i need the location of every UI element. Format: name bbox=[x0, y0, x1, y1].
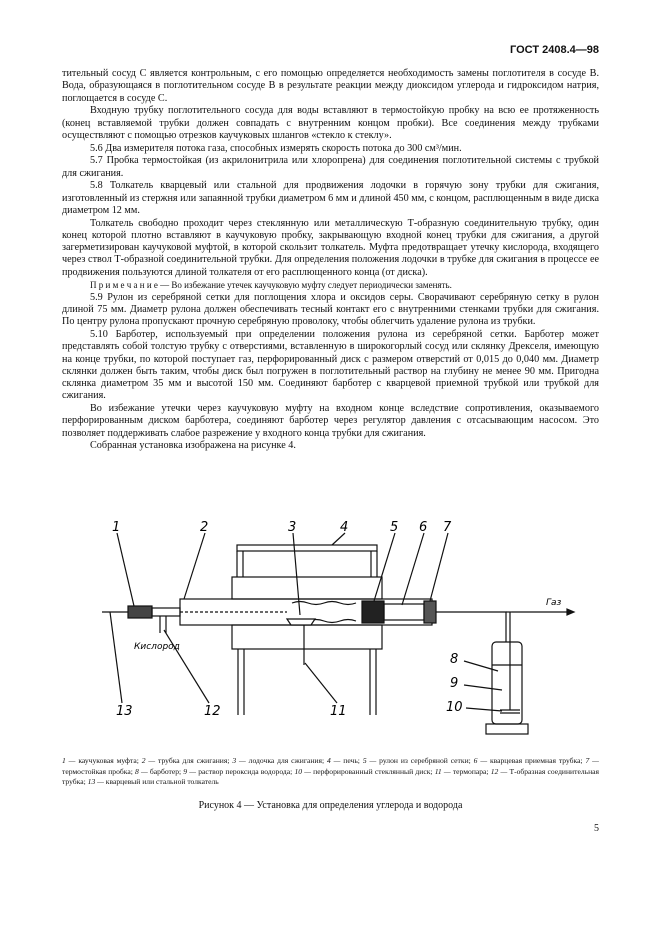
bubbler-shape bbox=[492, 642, 522, 724]
paragraph: Входную трубку поглотительного сосуда для воды вставляют в термостойкую пробку на всю ее протяженность (конец вставляемой трубки должен совпадать с внутренним концом пробки). Все соединения между трубками осуществляют с помощью отрезков каучуковых шлангов «стекло к стеклу». bbox=[62, 105, 599, 141]
legend-number: 3 bbox=[232, 756, 237, 765]
legend-text: трубка для сжигания; bbox=[158, 756, 230, 765]
label-12: 12 bbox=[204, 704, 221, 719]
gas-outlet-label: Газ bbox=[546, 598, 562, 608]
legend-number: 10 bbox=[294, 766, 303, 776]
furnace-lower bbox=[232, 625, 382, 649]
paragraph: 5.7 Пробка термостойкая (из акрилонитрила или хлоропрена) для соединения поглотительной системы с трубкой для сжигания. bbox=[62, 155, 599, 179]
paragraph: Собранная установка изображена на рисунке 4. bbox=[90, 440, 296, 452]
paragraph: 5.10 Барботер, используемый при определении положения рулона из серебряной сетки. Барботер может представлять собой толстую трубку с отверстиями, вставленную в широкогорлый сосуд или склянку Дрекселя, имеющую на конце трубки, по которой поступает газ, перфорированный диск с размером отверстий от 0,015 до 0,040 мм. Диаметр склянки должен быть таким, чтобы диск был погружен в поглотительный раствор на глубину не менее 90 мм. Пригодна склянка диаметром 35 мм и высотой 150 мм. Соединяют барботер с кварцевой приемной трубкой или трубкой для сжигания. bbox=[62, 329, 599, 402]
apparatus-diagram bbox=[62, 515, 599, 750]
legend-text: кварцевый или стальной толкатель bbox=[105, 777, 219, 786]
label-1: 1 bbox=[112, 520, 121, 535]
figure-caption: Рисунок 4 — Установка для определения углерода и водорода bbox=[198, 800, 463, 811]
legend-number: 5 bbox=[362, 756, 367, 765]
legend-text: Т-образная соединительная трубка; bbox=[62, 766, 599, 786]
document-code: ГОСТ 2408.4—98 bbox=[510, 44, 599, 56]
label-10: 10 bbox=[446, 700, 463, 715]
figure-4 bbox=[62, 515, 599, 750]
t-piece-shape bbox=[152, 608, 180, 616]
rubber-sleeve-shape bbox=[128, 606, 152, 618]
legend-text: кварцевая приемная трубка; bbox=[489, 756, 583, 765]
legend-number: 1 bbox=[62, 756, 66, 765]
legend-text: каучуковая муфта; bbox=[78, 756, 139, 765]
legend-text: лодочка для сжигания; bbox=[248, 756, 325, 765]
bubbler-base bbox=[486, 724, 528, 734]
label-4: 4 bbox=[340, 520, 349, 535]
paragraph: 5.6 Два измерителя потока газа, способных измерять скорость потока до 300 см³/мин. bbox=[90, 142, 462, 154]
note-paragraph: П р и м е ч а н и е — Во избежание утечек каучуковую муфту следует периодически заменять. bbox=[90, 280, 452, 291]
legend-number: 11 bbox=[434, 766, 442, 776]
label-8: 8 bbox=[450, 652, 459, 667]
legend-number: 4 bbox=[326, 756, 331, 765]
furnace-top-frame bbox=[237, 545, 377, 551]
label-13: 13 bbox=[116, 704, 133, 719]
legend-text: раствор пероксида водорода; bbox=[198, 766, 293, 776]
stopper-shape bbox=[424, 601, 436, 623]
legend-number: 13 bbox=[87, 777, 96, 786]
label-7: 7 bbox=[443, 520, 452, 535]
receiving-tube-shape bbox=[384, 604, 424, 620]
paragraph: 5.8 Толкатель кварцевый или стальной для продвижения лодочки в горячую зону трубки для сжигания, изготовленный из стержня или запаянной трубки диаметром 6 мм и длиной 450 мм, с концом, расплющенным в виде диска диаметром 12 мм. bbox=[62, 180, 599, 216]
page-number: 5 bbox=[594, 823, 599, 834]
legend-number: 7 bbox=[585, 756, 590, 765]
legend-number: 9 bbox=[183, 766, 188, 776]
paragraph: 5.9 Рулон из серебряной сетки для поглощения хлора и оксидов серы. Сворачивают серебряную сетку в рулон длиной 75 мм. Диаметр рулона должен обеспечивать тесный контакт его с внутренними стенками трубки для сжигания. По центру рулона пропускают прочную серебряную проволоку, чтобы облегчить удаление рулона из трубки. bbox=[62, 291, 599, 328]
body-text bbox=[62, 68, 599, 453]
paragraph: тительный сосуд C является контрольным, с его помощью определяется необходимость замены поглотителя в сосуде B. Вода, образующаяся в поглотительном сосуде B в результате реакции между диоксидом углерода и гидроксидом натрия, поглощается в сосуде C. bbox=[62, 68, 599, 104]
legend-number: 12 bbox=[490, 766, 499, 776]
label-11: 11 bbox=[330, 704, 347, 719]
legend-text: перфорированный стеклянный диск; bbox=[313, 766, 433, 776]
legend-text: барботер; bbox=[149, 766, 182, 776]
legend-number: 2 bbox=[141, 756, 146, 765]
combustion-boat-shape bbox=[287, 619, 315, 625]
figure-legend: 1 — каучуковая муфта; 2 — трубка для сжигания; 3 — лодочка для сжигания; 4 — печь; 5 — рулон из серебряной сетки; 6 — кварцевая приемная трубка; 7 — термостойкая пробка; 8 — барботер; 9 — раствор пероксида водорода; 10 — перфорированный стеклянный диск; 11 — термопара; 12 — Т-образная соединительная трубка; 13 — кварцевый или стальной толкатель bbox=[62, 756, 599, 786]
legend-number: 6 bbox=[473, 756, 478, 765]
silver-roll-shape bbox=[362, 601, 384, 623]
furnace-upper bbox=[232, 577, 382, 599]
oxygen-inlet-label: Кислород bbox=[134, 642, 180, 652]
legend-text: термопара; bbox=[452, 766, 489, 776]
legend-text: термостойкая пробка; bbox=[62, 766, 133, 776]
label-5: 5 bbox=[390, 520, 399, 535]
paragraph: Толкатель свободно проходит через стеклянную или металлическую Т-образную соединительную трубку, один конец которой плотно вставляют в каучуковую пробку, закрывающую входной конец трубки для сжигания, а другой загерметизирован каучуковой муфтой, в которой скользит толкатель. Муфта предотвращает утечку кислорода, входящего через ствол Т-образной соединительной трубки. Для определения положения лодочки в трубке для сжигания в процессе ее продвижения пользуются длиной толкателя от его расплющенного конца (от диска). bbox=[62, 217, 599, 278]
legend-text: печь; bbox=[343, 756, 360, 765]
label-3: 3 bbox=[288, 520, 297, 535]
legend-number: 8 bbox=[135, 766, 139, 776]
label-9: 9 bbox=[450, 676, 459, 691]
paragraph: Во избежание утечки через каучуковую муфту на входном конце вследствие сопротивления, оказываемого перфорированным диском барботера, соединяют барботер через регулятор давления с отсасывающим насосом. Это позволяет поддерживать слабое разрежение у входного конца трубки для сжигания. bbox=[62, 403, 599, 439]
label-6: 6 bbox=[419, 520, 428, 535]
label-2: 2 bbox=[200, 520, 209, 535]
legend-text: рулон из серебряной сетки; bbox=[379, 756, 471, 765]
